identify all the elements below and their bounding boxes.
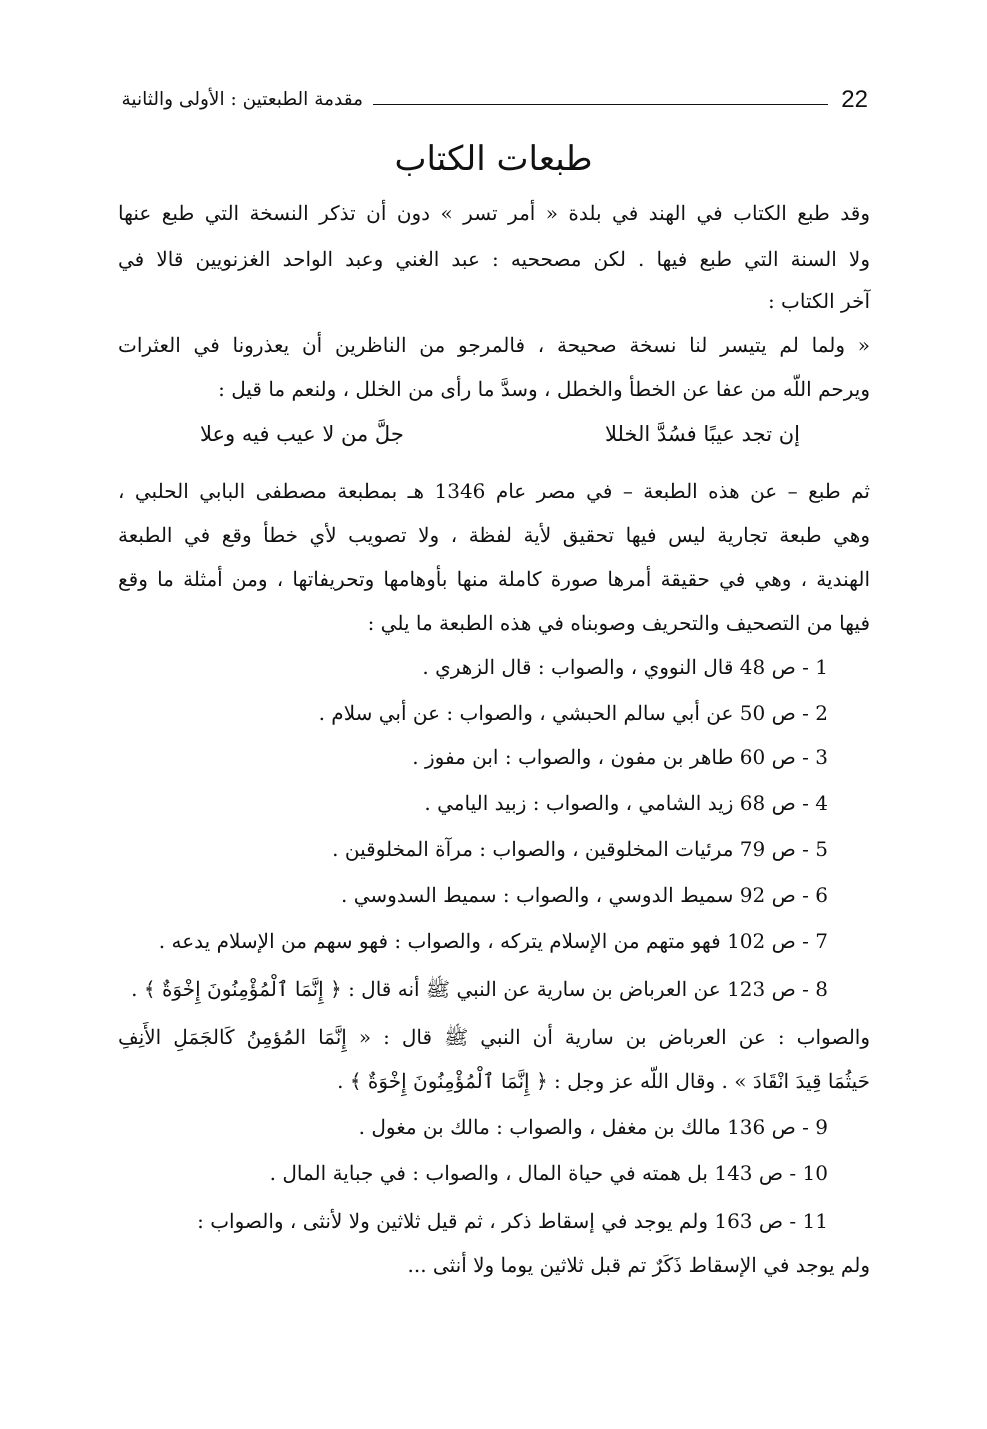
correction-item: 10 - ص 143 بل همته في حياة المال ، والصواب : في جباية المال . (269, 1161, 828, 1185)
paragraph-line: الهندية ، وهي في حقيقة أمرها صورة كاملة منها بأوهامها وتحريفاتها ، ومن أمثلة ما وقع (118, 567, 870, 591)
intro-line: آخر الكتاب : (767, 289, 870, 313)
verse-first-hemistich: إن تجد عيبًا فسُدَّ الخللا (604, 422, 800, 446)
page-number: 22 (841, 86, 868, 113)
page-header (118, 84, 870, 120)
paragraph-line: وهي طبعة تجارية ليس فيها تحقيق لأية لفظة ، ولا تصويب لأي خطأ وقع في الطبعة (118, 523, 870, 547)
intro-line: وقد طبع الكتاب في الهند في بلدة « أمر تسر » دون أن تذكر النسخة التي طبع عنها (118, 201, 870, 225)
paragraph-line: فيها من التصحيف والتحريف وصوبناه في هذه الطبعة ما يلي : (367, 611, 870, 635)
quote-line: ويرحم اللّه من عفا عن الخطأ والخطل ، وسدَّ ما رأى من الخلل ، ولنعم ما قيل : (218, 377, 870, 401)
correction-continuation: والصواب : عن العرباض بن سارية أن النبي ﷺ قال : « إِنَّمَا المُؤمِنُ كَالجَمَلِ الأَنِفِ (118, 1025, 870, 1049)
correction-continuation: ولم يوجد في الإسقاط ذَكَرٌ تم قبل ثلاثين يوما ولا أنثى ... (407, 1253, 870, 1277)
verse-second-hemistich: جلَّ من لا عيب فيه وعلا (200, 422, 404, 446)
correction-item: 8 - ص 123 عن العرباض بن سارية عن النبي ﷺ أنه قال : ﴿ إِنَّمَا ٱلْمُؤْمِنُونَ إِخْوَةٌ ﴾ . (131, 977, 828, 1001)
correction-continuation: حَيثُمَا قِيدَ انْقَادَ » . وقال اللّه عز وجل : ﴿ إِنَّمَا ٱلْمُؤْمِنُونَ إِخْوَةٌ ﴾ . (337, 1069, 870, 1093)
correction-item: 7 - ص 102 فهو متهم من الإسلام يتركه ، والصواب : فهو سهم من الإسلام يدعه . (158, 929, 828, 953)
header-rule (373, 104, 828, 105)
paragraph-line: ثم طبع – عن هذه الطبعة – في مصر عام 1346 هـ بمطبعة مصطفى البابي الحلبي ، (118, 479, 870, 503)
correction-item: 1 - ص 48 قال النووي ، والصواب : قال الزهري . (422, 655, 828, 679)
poetry-verse (200, 416, 800, 452)
correction-item: 6 - ص 92 سميط الدوسي ، والصواب : سميط السدوسي . (341, 883, 828, 907)
correction-item: 11 - ص 163 ولم يوجد في إسقاط ذكر ، ثم قيل ثلاثين ولا لأنثى ، والصواب : (197, 1209, 828, 1233)
running-title: مقدمة الطبعتين : الأولى والثانية (121, 89, 363, 110)
correction-item: 4 - ص 68 زيد الشامي ، والصواب : زبيد اليامي . (424, 791, 828, 815)
correction-item: 9 - ص 136 مالك بن مغفل ، والصواب : مالك بن مغول . (358, 1115, 828, 1139)
intro-line: ولا السنة التي طبع فيها . لكن مصححيه : عبد الغني وعبد الواحد الغزنويين قالا في (118, 247, 870, 271)
correction-item: 5 - ص 79 مرئيات المخلوقين ، والصواب : مرآة المخلوقين . (332, 837, 828, 861)
correction-item: 2 - ص 50 عن أبي سالم الحبشي ، والصواب : عن أبي سلام . (318, 701, 828, 725)
quote-line: « ولما لم يتيسر لنا نسخة صحيحة ، فالمرجو من الناظرين أن يعذرونا في العثرات (118, 333, 871, 357)
section-title: طبعات الكتاب (394, 139, 593, 179)
correction-item: 3 - ص 60 طاهر بن مفون ، والصواب : ابن مفوز . (412, 745, 828, 769)
